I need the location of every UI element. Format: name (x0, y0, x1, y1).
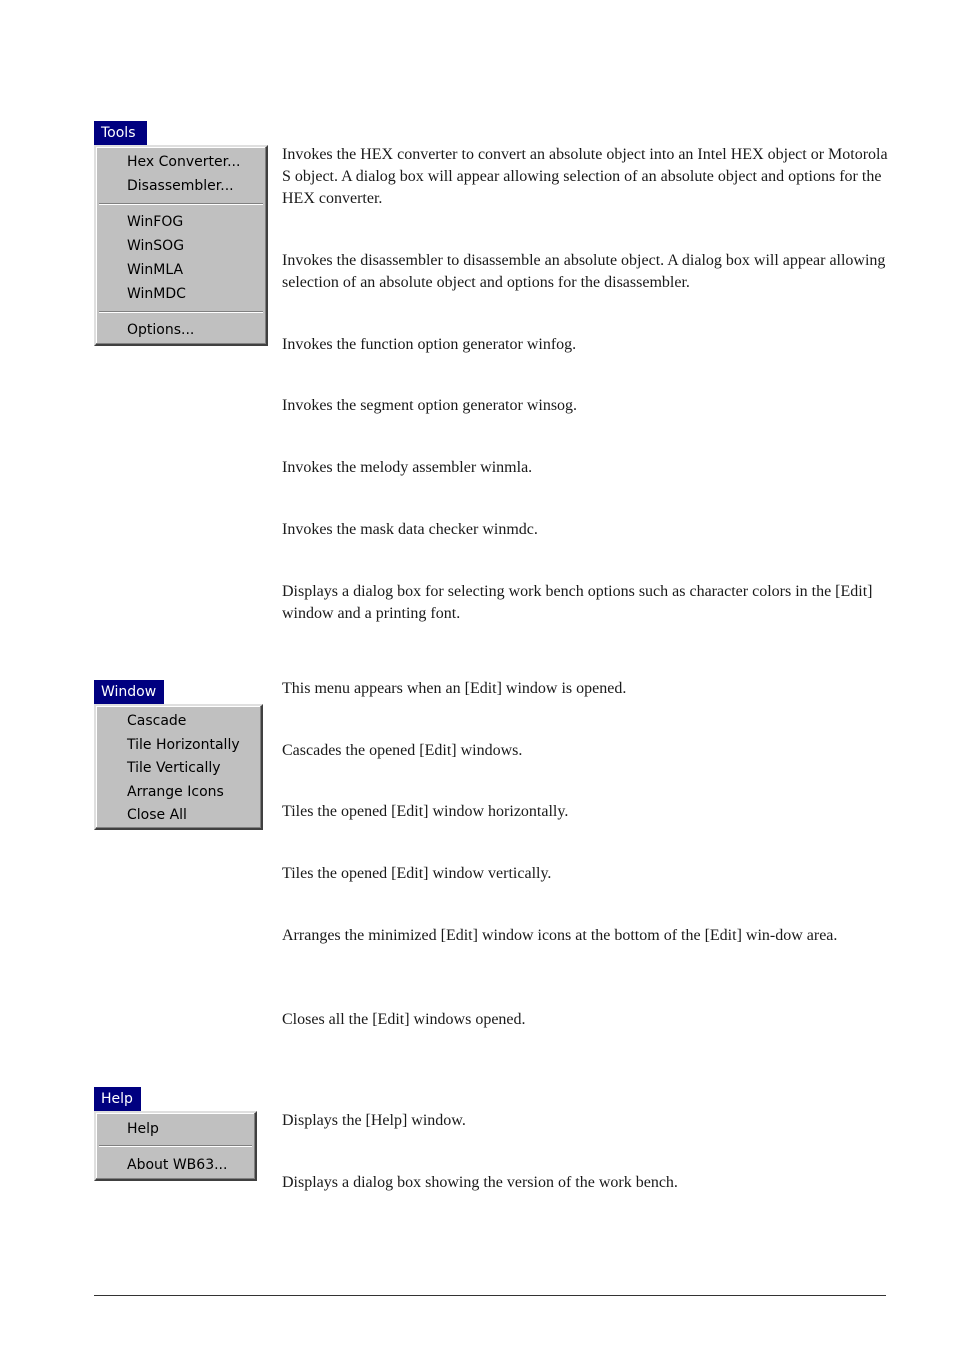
arrange-icons-description: Arranges the minimized [Edit] window icons at the bottom of the [Edit] win-dow area. (282, 927, 838, 944)
options-description: Displays a dialog box for selecting work bench options such as character colors in the [Edit] window and a printing font. (282, 583, 873, 622)
help-menu-title[interactable]: Help (94, 1087, 141, 1111)
about-description: Displays a dialog box showing the version of the work bench. (282, 1174, 678, 1191)
window-menu-intro: This menu appears when an [Edit] window is opened. (282, 680, 627, 697)
help-description: Displays the [Help] window. (282, 1112, 466, 1129)
menu-item-winsog[interactable]: WinSOG (127, 238, 185, 254)
hex-converter-description: Invokes the HEX converter to convert an absolute object into an Intel HEX object or Motorola S object. A dialog box will appear allowing selection of an absolute object and options for the HEX converter. (282, 146, 888, 207)
window-menu-panel (94, 704, 263, 830)
winsog-description: Invokes the segment option generator winsog. (282, 397, 578, 414)
tile-vertically-description: Tiles the opened [Edit] window vertically. (282, 865, 552, 882)
menu-separator (99, 203, 263, 205)
menu-item-cascade[interactable]: Cascade (127, 713, 187, 729)
menu-item-tile-vertically[interactable]: Tile Vertically (127, 760, 221, 776)
menu-item-winmla[interactable]: WinMLA (127, 262, 184, 278)
tools-menu-panel (94, 145, 268, 346)
footer-rule (94, 1295, 886, 1296)
window-menu-title[interactable]: Window (94, 680, 164, 704)
winfog-description: Invokes the function option generator winfog. (282, 336, 577, 353)
menu-item-winmdc[interactable]: WinMDC (127, 286, 186, 302)
menu-item-hex-converter[interactable]: Hex Converter... (127, 154, 241, 170)
menu-item-winfog[interactable]: WinFOG (127, 214, 184, 230)
help-menu-panel (94, 1111, 257, 1181)
menu-item-tile-horizontally[interactable]: Tile Horizontally (127, 737, 240, 753)
menu-item-about-wb63[interactable]: About WB63... (127, 1157, 228, 1173)
winmdc-description: Invokes the mask data checker winmdc. (282, 521, 538, 538)
menu-item-disassembler[interactable]: Disassembler... (127, 178, 234, 194)
menu-item-options[interactable]: Options... (127, 322, 195, 338)
menu-separator (99, 311, 263, 313)
cascade-description: Cascades the opened [Edit] windows. (282, 742, 523, 759)
menu-item-close-all[interactable]: Close All (127, 807, 187, 823)
menu-item-help[interactable]: Help (127, 1121, 159, 1137)
tools-menu-title[interactable]: Tools (94, 121, 147, 145)
close-all-description: Closes all the [Edit] windows opened. (282, 1011, 526, 1028)
menu-separator (99, 1145, 252, 1147)
winmla-description: Invokes the melody assembler winmla. (282, 459, 533, 476)
menu-item-arrange-icons[interactable]: Arrange Icons (127, 784, 224, 800)
disassembler-description: Invokes the disassembler to disassemble an absolute object. A dialog box will appear allowing selection of an absolute object and options for the disassembler. (282, 252, 886, 291)
tile-horizontally-description: Tiles the opened [Edit] window horizontally. (282, 803, 569, 820)
